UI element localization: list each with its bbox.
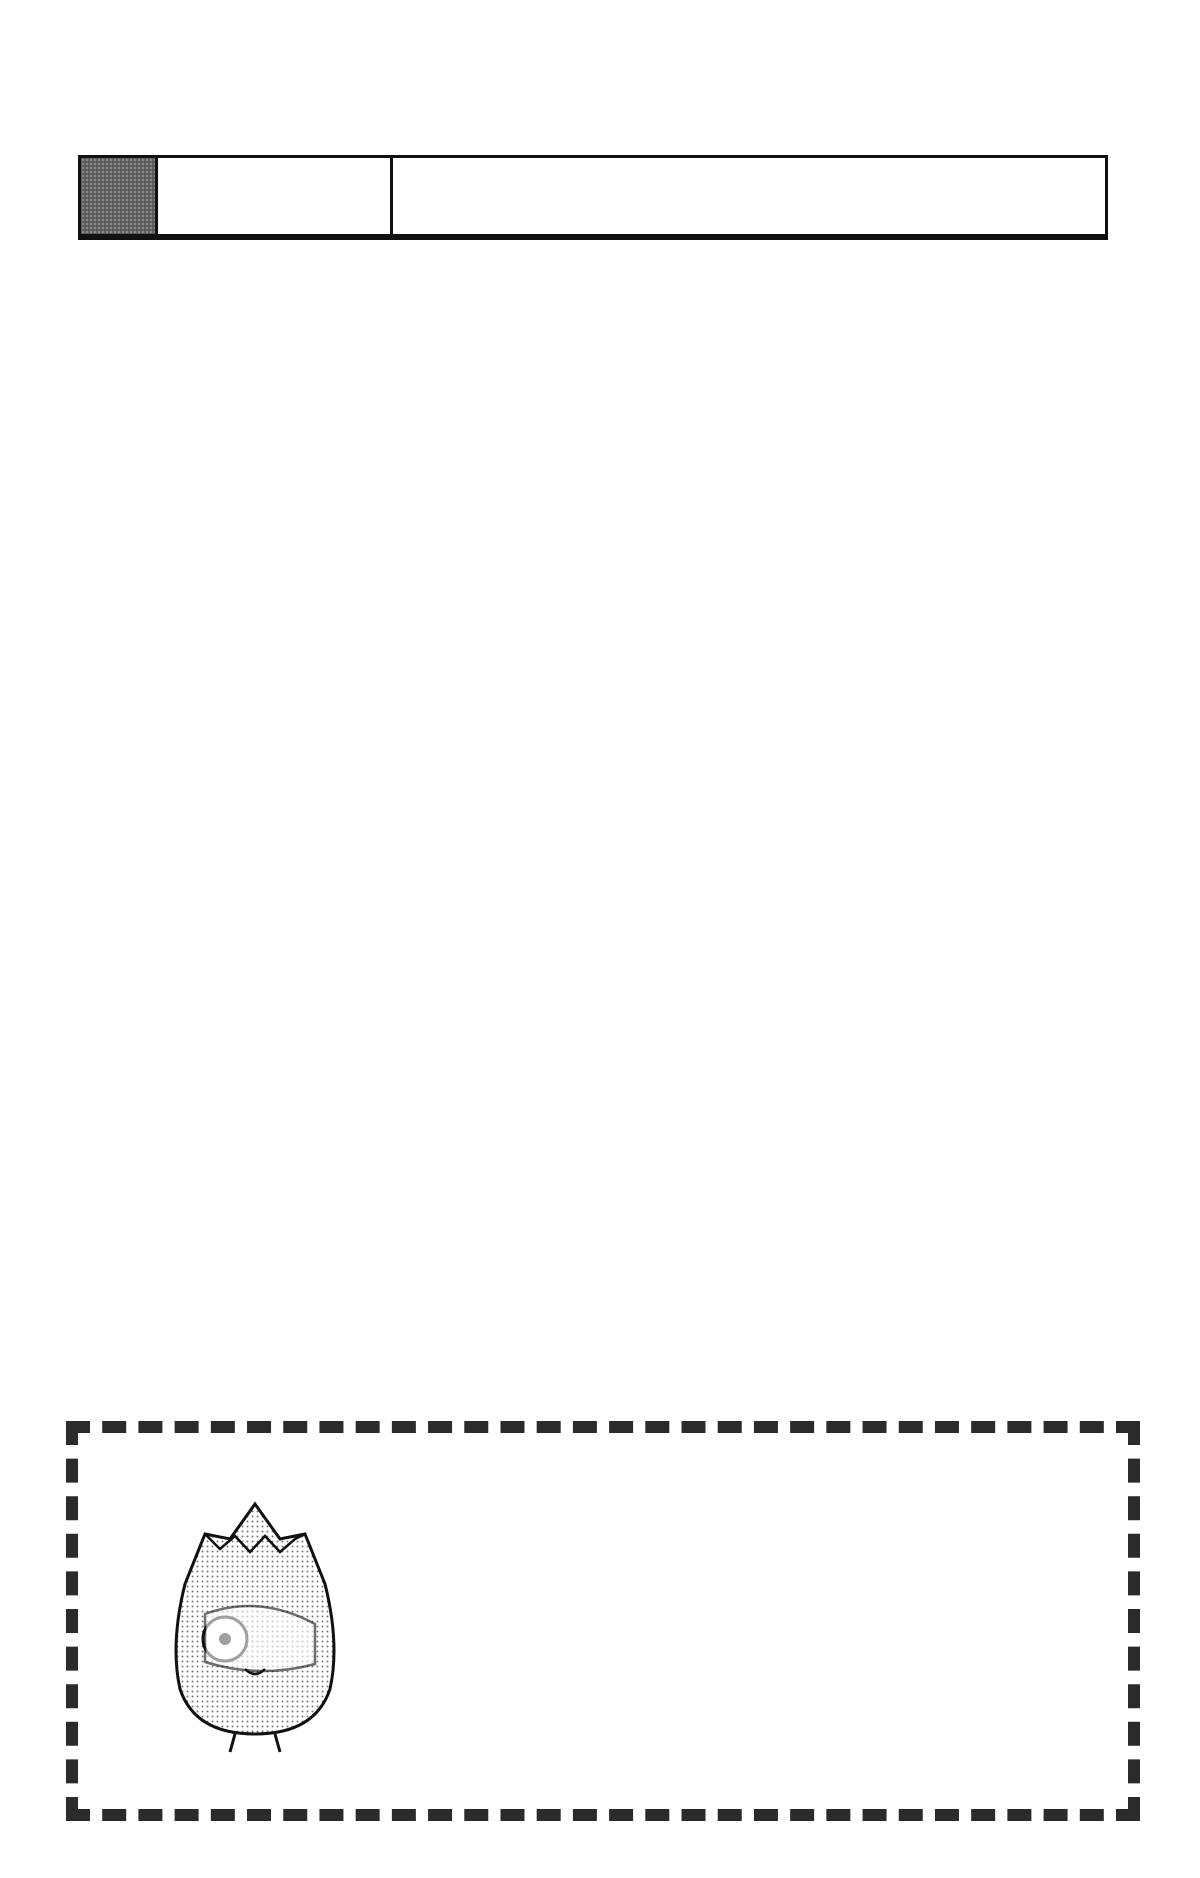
name-header <box>158 158 393 234</box>
table-header-row <box>81 158 1105 237</box>
ranking-table <box>78 155 1108 240</box>
rank-header <box>81 158 158 234</box>
author-mascot-drawing <box>165 1494 345 1754</box>
comment-header <box>393 158 1105 234</box>
